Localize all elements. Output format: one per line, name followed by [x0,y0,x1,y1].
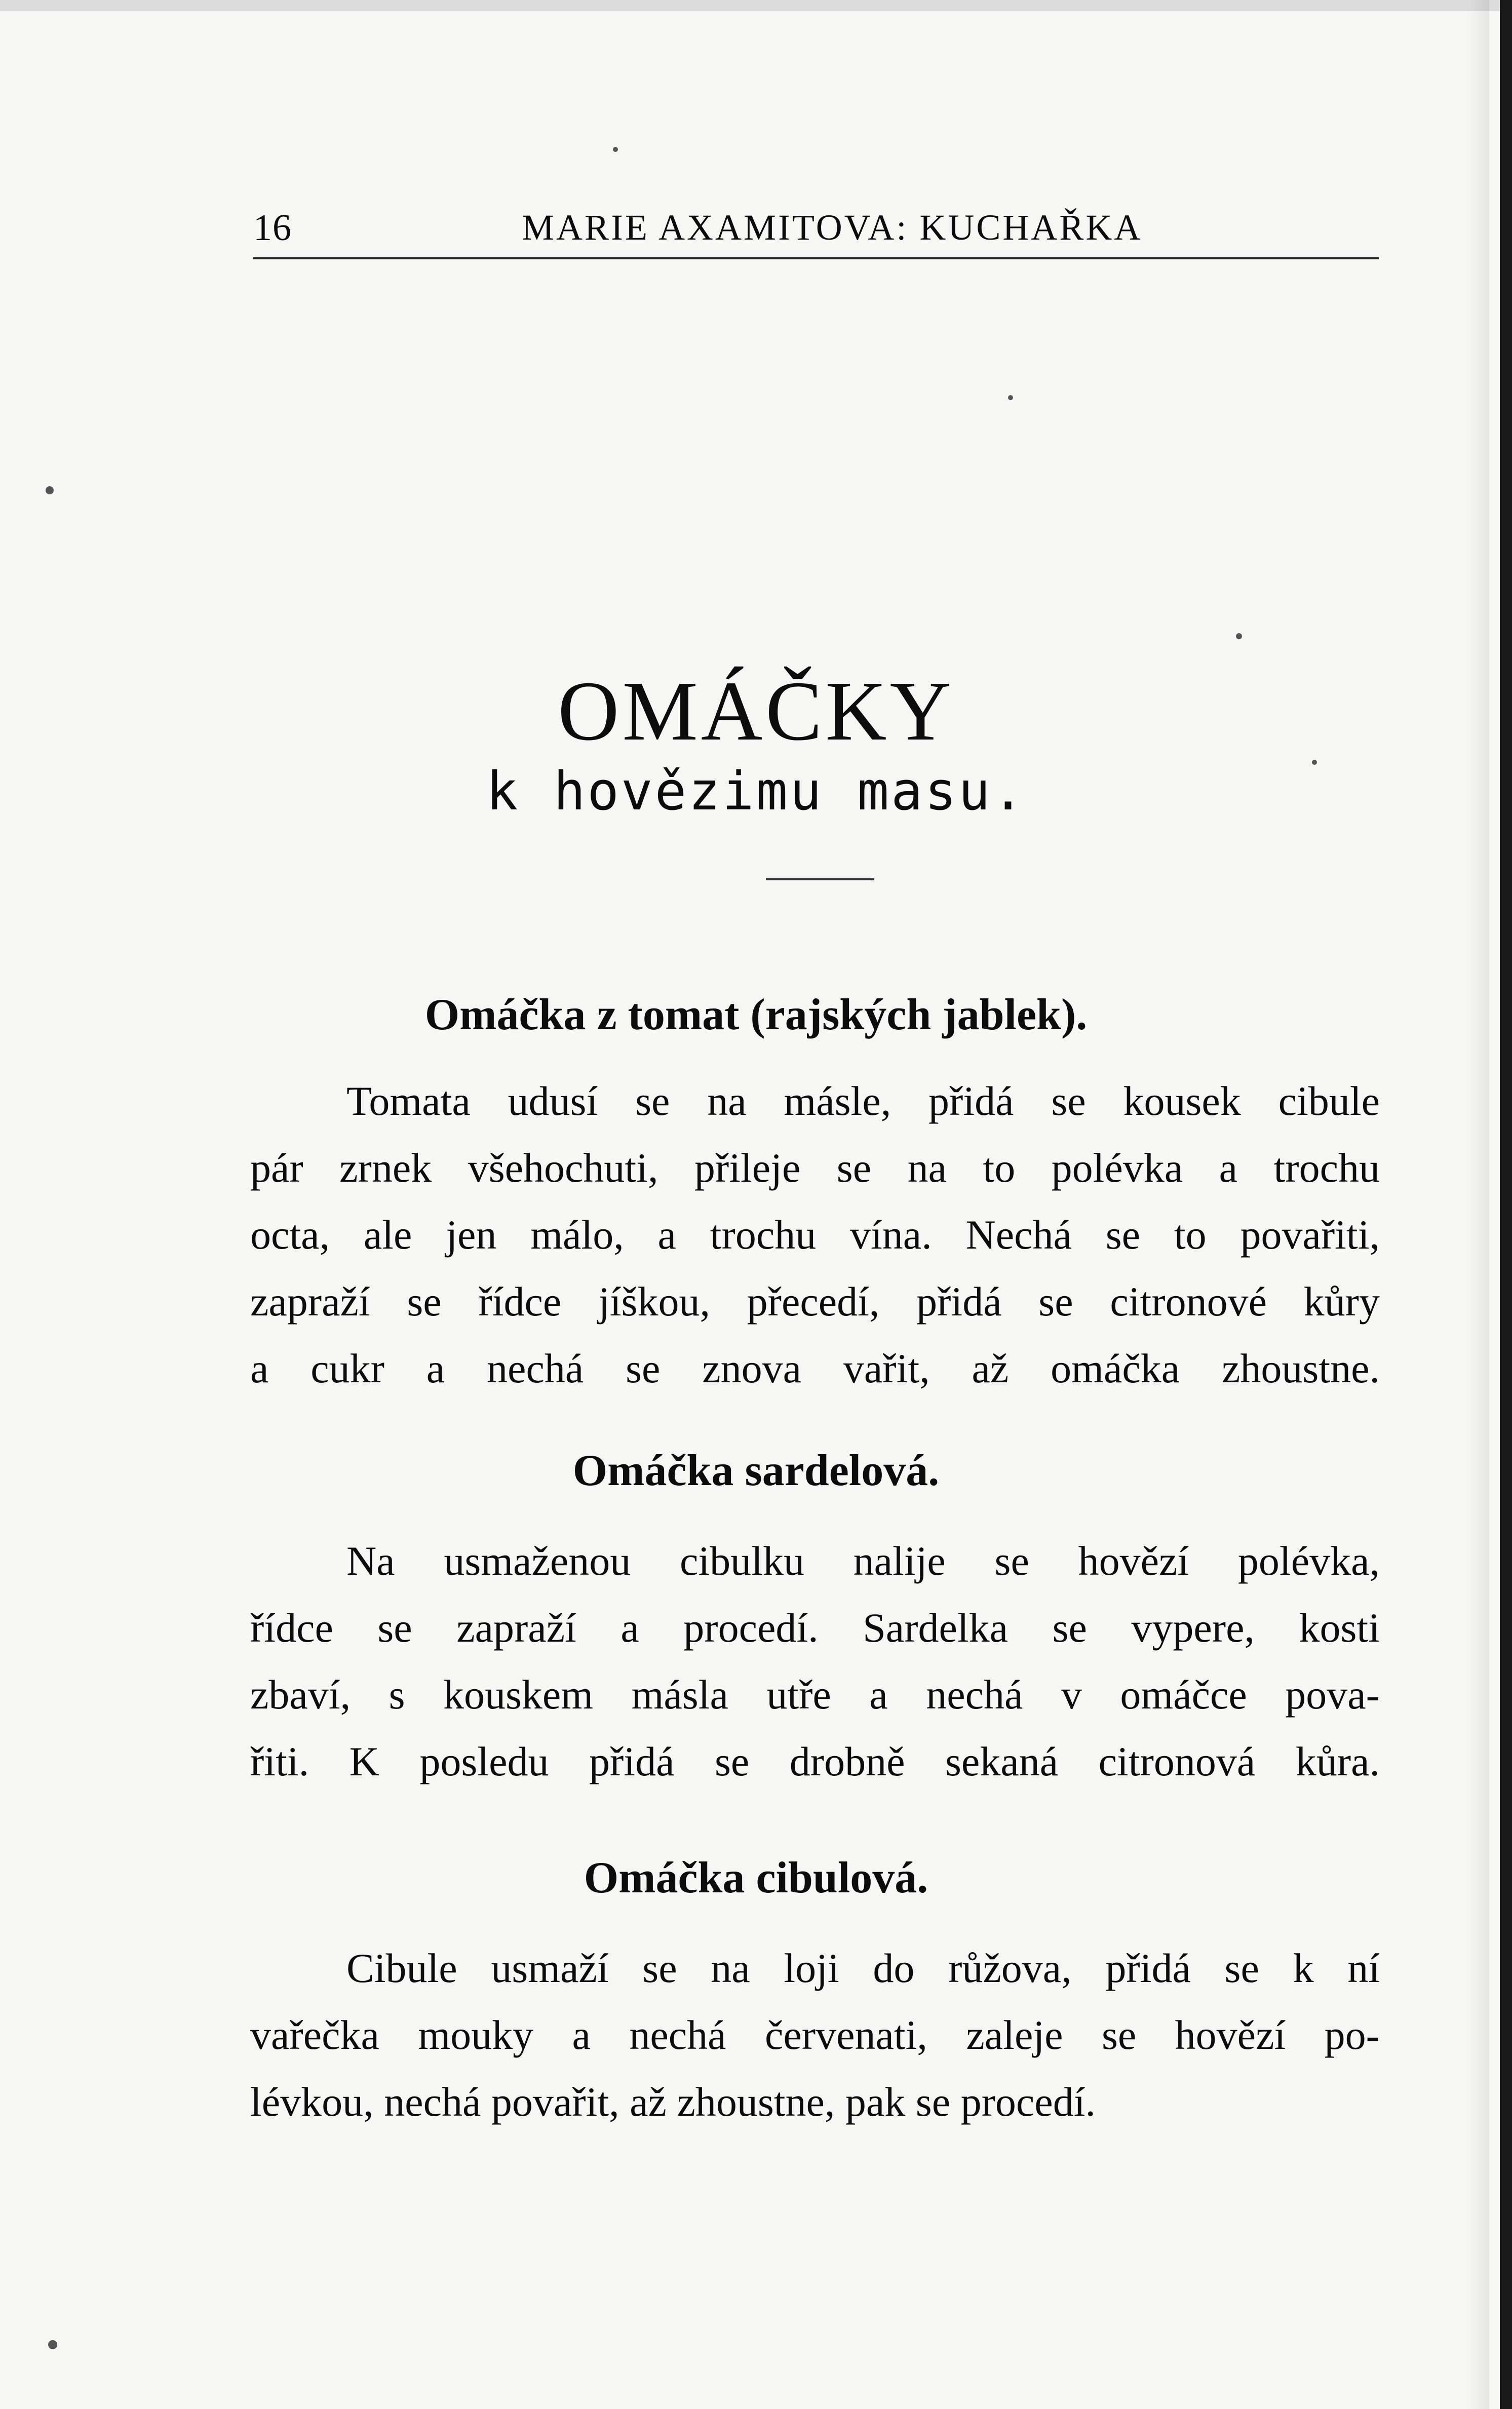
scan-speck [613,147,618,152]
scan-speck [1008,395,1013,400]
text-line: octa, ale jen málo, a trochu vína. Nechá se to povařiti, [250,1212,1380,1258]
text-line: pár zrnek všehochuti, přileje se na to polévka a trochu [250,1145,1380,1191]
recipe-title-onion: Omáčka cibulová. [584,1853,928,1902]
text-line: řídce se zapraží a procedí. Sardelka se vypere, kosti [250,1605,1380,1651]
recipe-body-onion [250,1935,1380,2135]
scan-speck [1312,760,1317,765]
section-divider [766,878,874,880]
scan-top-edge [0,0,1512,11]
recipe-body-tomato [250,1068,1380,1402]
scan-speck [1236,633,1242,639]
text-line: Cibule usmaží se na loji do růžova, přidá se k ní [346,1945,1380,1991]
recipe-body-anchovy [250,1528,1380,1795]
text-line: vařečka mouky a nechá červenati, zaleje se hovězí po- [250,2012,1380,2058]
text-line: Na usmaženou cibulku nalije se hovězí polévka, [346,1538,1380,1584]
page-number: 16 [253,207,292,249]
recipe-title-tomato: Omáčka z tomat (rajských jablek). [424,990,1088,1039]
text-line: zapraží se řídce jíškou, přecedí, přidá se citronové kůry [250,1278,1380,1325]
text-line: řiti. K posledu přidá se drobně sekaná citronová kůra. [250,1738,1380,1784]
text-line: Tomata udusí se na másle, přidá se kousek cibule [346,1078,1380,1124]
recipe-title-anchovy: Omáčka sardelová. [572,1446,940,1495]
text-line: zbaví, s kouskem másla utře a nechá v omáčce pova- [250,1672,1380,1718]
scan-right-edge [1500,0,1512,2409]
scan-speck [46,486,54,494]
text-line: lévkou, nechá povařit, až zhoustne, pak se procedí. [250,2079,1096,2125]
header-rule [253,257,1379,259]
chapter-subtitle: k hovězimu masu. [486,760,1026,822]
text-line: a cukr a nechá se znova vařit, až omáčka zhoustne. [250,1345,1380,1391]
scan-page-shadow [1469,0,1489,2409]
scan-speck [48,2340,57,2349]
chapter-title: OMÁČKY [558,664,954,758]
page-header [253,203,1379,258]
running-head: MARIE AXAMITOVA: KUCHAŘKA [522,207,1143,248]
